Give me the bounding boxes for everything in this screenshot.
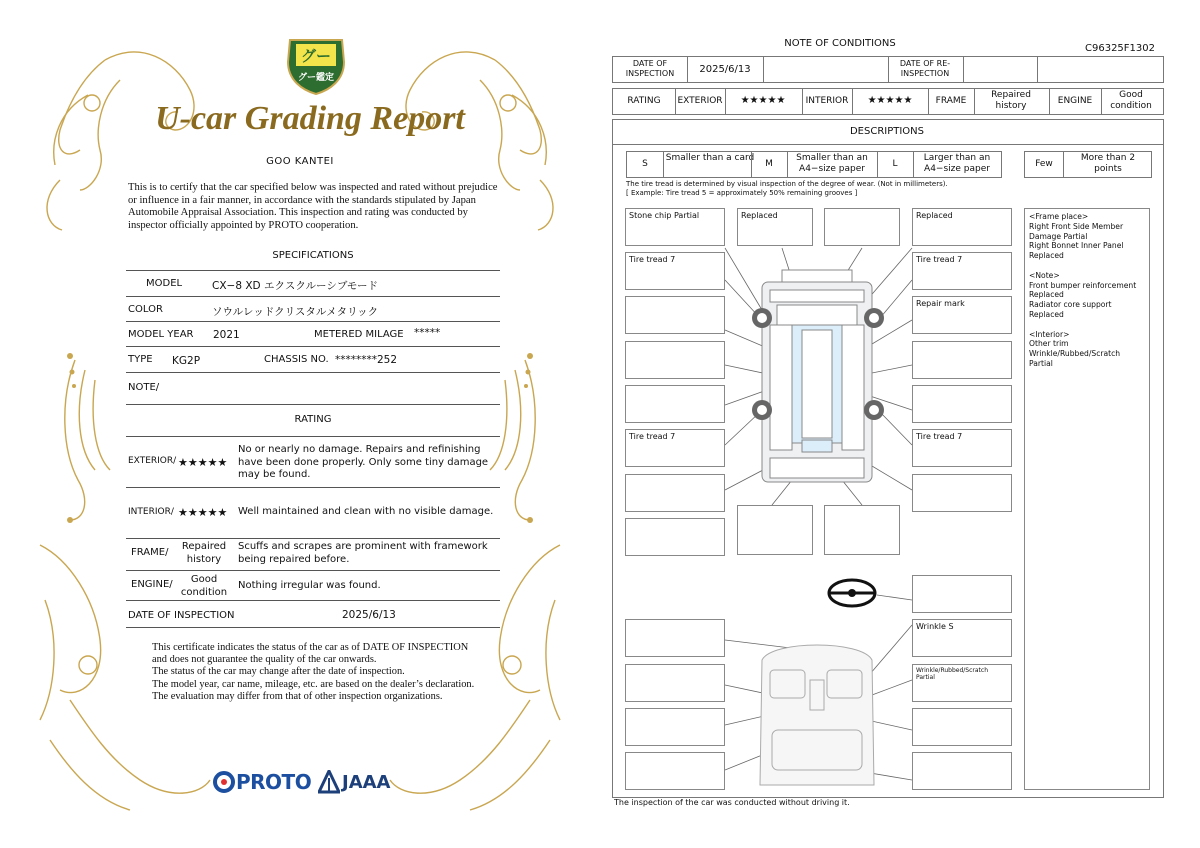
certificate-subtitle: GOO KANTEI [266,156,334,167]
frame-label: FRAME/ [131,547,169,558]
model-year-label: MODEL YEAR [128,329,194,340]
note-title: NOTE OF CONDITIONS [784,38,896,49]
legend-l: L [892,159,898,169]
divider [126,538,500,539]
rating-row [612,88,1164,115]
jaaa-logo-icon [318,770,340,794]
exterior-label: EXTERIOR [677,96,723,106]
color-label: COLOR [128,304,163,315]
date-value: 2025/6/13 [699,64,751,75]
legend-s: S [642,159,648,169]
proto-logo-icon [212,770,236,794]
condition-box [912,341,1012,379]
condition-box: Wrinkle S [912,619,1012,657]
few-legend [1024,151,1152,178]
mileage-label: METERED MILAGE [314,329,404,340]
side-notes-panel: <Frame place> Right Front Side Member Damage Partial Right Bonnet Inner Panel Replaced <Note> Front bumper reinforcement Replaced Radiator core support Replaced <Interior> Other trim Wrinkle/Rubbed/Scratch Partial [1024,208,1150,790]
condition-box: Tire tread 7 [625,252,725,290]
divider [126,372,500,373]
date-of-inspection-value: 2025/6/13 [342,609,396,621]
certificate-intro: This is to certify that the car specified below was inspected and rated without prejudice or influence in a fair manner, in accordance with the standards stipulated by Japan Automobile Appraisal Association. This inspection and rating was conducted by inspector officially appointed by PROTO cooperation. [128,182,498,232]
exterior-stars: ★★★★★ [740,95,786,106]
legend-m: M [765,159,773,169]
note-label: NOTE/ [128,382,160,393]
legend-few: Few [1035,159,1053,169]
certificate-title: U-car Grading Report [155,100,465,137]
proto-logo: PROTO [236,770,312,794]
interior-stars: ★★★★★ [867,95,913,106]
condition-box: Tire tread 7 [625,429,725,467]
condition-box [625,474,725,512]
condition-box [625,518,725,556]
date-row [612,56,1164,83]
rating-heading: RATING [294,414,332,425]
goo-kantei-badge-icon [288,40,344,94]
condition-box: Wrinkle/Rubbed/Scratch Partial [912,664,1012,702]
model-value: CX−8 XD エクスクルーシブモード [212,280,378,292]
frame-value: Repaired history [991,90,1031,111]
note-code: C96325F1302 [1085,43,1155,54]
condition-box [625,708,725,746]
jaaa-logo: JAAA [342,772,391,793]
condition-box [912,708,1012,746]
divider [126,296,500,297]
frame-description: Scuffs and scrapes are prominent with framework being repaired before. [238,541,488,565]
exterior-description: No or nearly no damage. Repairs and refinishing have been done properly. Only some tiny damage may be found. [238,444,489,480]
legend-few-desc: More than 2 points [1080,153,1136,174]
frame-label: FRAME [935,96,967,106]
condition-box: Replaced [737,208,813,246]
condition-box: Repair mark [912,296,1012,334]
steering-wheel-icon [829,580,875,606]
divider [126,627,500,628]
divider [126,321,500,322]
date-label: DATE OF INSPECTION [625,59,675,78]
condition-box: Stone chip Partial [625,208,725,246]
certificate-disclaimer: This certificate indicates the status of the car as of DATE OF INSPECTION and does not guarantee the quality of the car onwards. The status of the car may change after the date of inspection. The model year, car name, mileage, etc. are based on the dealer’s declaration. The evaluation may differ from that of other inspection organizations. [152,642,475,702]
specifications-heading: SPECIFICATIONS [272,250,354,261]
legend-l-desc: Larger than an A4−size paper [923,153,991,174]
descriptions-heading: DESCRIPTIONS [849,126,925,137]
condition-box [625,385,725,423]
divider [126,436,500,437]
chassis-label: CHASSIS NO. [264,354,329,365]
color-value: ソウルレッドクリスタルメタリック [212,306,379,318]
date-of-inspection-label: DATE OF INSPECTION [128,610,235,621]
condition-box [912,474,1012,512]
svg-text:グー鑑定: グー鑑定 [297,73,335,83]
rating-label: RATING [627,96,661,106]
size-legend [626,151,1002,178]
type-value: KG2P [172,355,201,367]
note-footer: The inspection of the car was conducted without driving it. [614,798,850,807]
exterior-label: EXTERIOR/ [128,456,177,466]
legend-s-desc: Smaller than a card [665,153,755,163]
condition-box [625,296,725,334]
divider [126,570,500,571]
divider [126,600,500,601]
tire-note: The tire tread is determined by visual inspection of the degree of wear. (Not in millimeters). [ Example: Tire tread 5 = approximately 50% remaining grooves ] [626,180,948,197]
exterior-stars: ★★★★★ [178,456,228,469]
condition-box: Tire tread 7 [912,252,1012,290]
condition-box [737,505,813,555]
type-label: TYPE [128,354,153,365]
condition-box [625,619,725,657]
chassis-value: ********252 [335,354,398,366]
divider [126,270,500,271]
interior-label: INTERIOR [805,96,849,106]
condition-box [912,575,1012,613]
condition-box: Replaced [912,208,1012,246]
condition-box [625,664,725,702]
model-year-value: 2021 [213,329,240,341]
model-label: MODEL [146,278,183,289]
interior-stars: ★★★★★ [178,506,228,519]
interior-label: INTERIOR/ [128,507,174,517]
reinspection-label: DATE OF RE-INSPECTION [899,59,951,78]
condition-box [625,341,725,379]
engine-value: Good condition [180,574,228,598]
engine-description: Nothing irregular was found. [238,580,381,591]
divider [126,346,500,347]
condition-box [912,385,1012,423]
engine-value: Good condition [1110,90,1152,111]
engine-label: ENGINE/ [131,579,173,590]
condition-box [824,505,900,555]
interior-description: Well maintained and clean with no visible damage. [238,506,494,517]
frame-value: Repaired history [181,541,227,565]
condition-box: Tire tread 7 [912,429,1012,467]
condition-box [625,752,725,790]
divider [126,404,500,405]
condition-box [824,208,900,246]
mileage-value: ***** [414,327,441,339]
engine-label: ENGINE [1057,96,1093,106]
divider [126,487,500,488]
svg-text:グー: グー [300,47,332,65]
legend-m-desc: Smaller than an A4−size paper [796,153,868,174]
condition-box [912,752,1012,790]
